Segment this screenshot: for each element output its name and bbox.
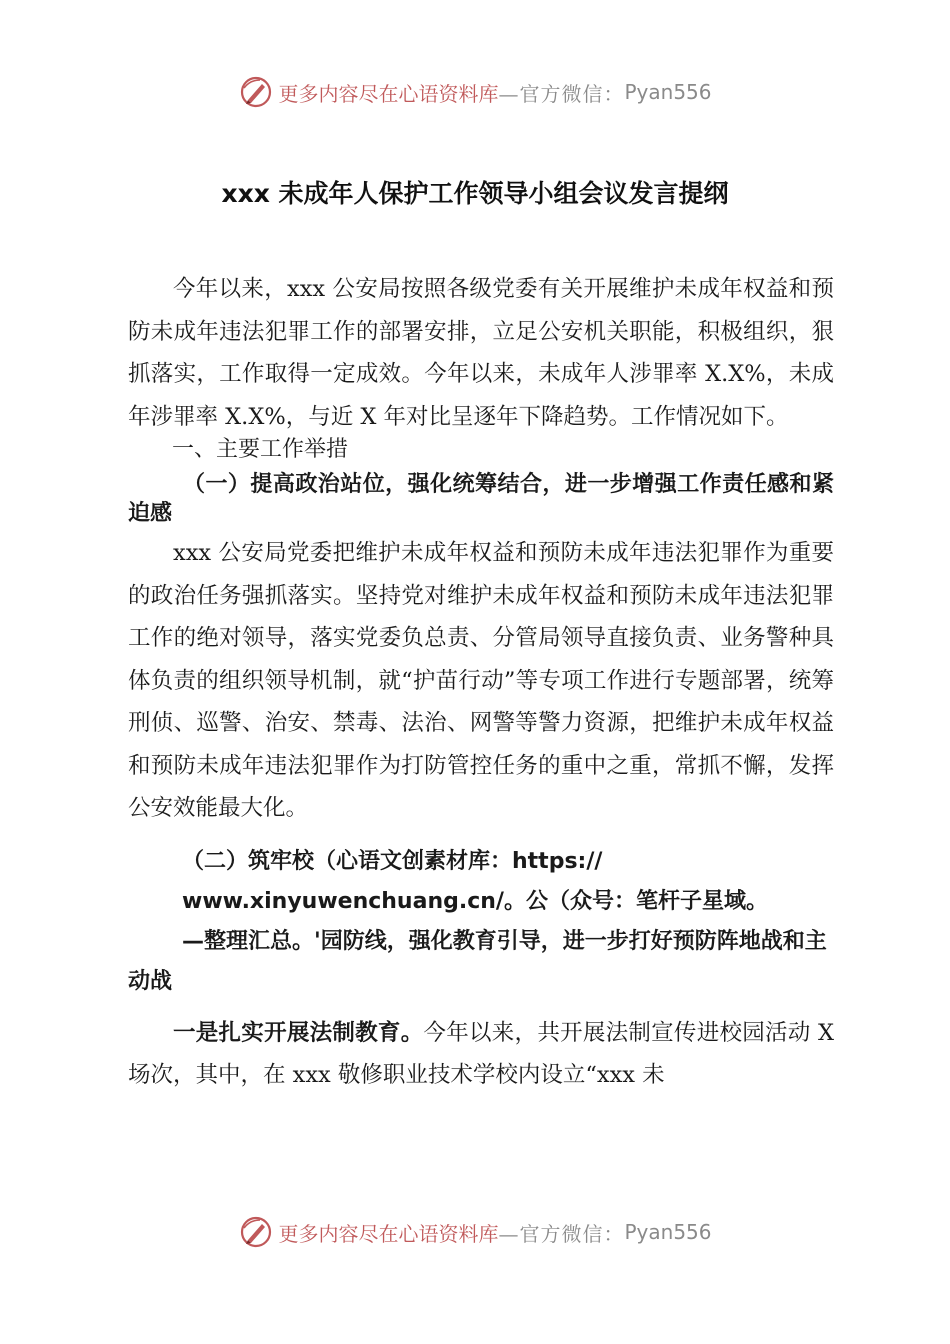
watermark-wechat-id: Pyan556 xyxy=(624,1220,712,1244)
section-heading-1: 一、主要工作举措 xyxy=(172,437,349,462)
subsection-1-paragraph: xxx 公安局党委把维护未成年权益和预防未成年违法犯罪作为重要的政治任务强抓落实。坚持党对维护未成年权益和预防未成年违法犯罪工作的绝对领导，落实党委负总责、分管局领导直接负责、业务警种具体负责的组织领导机制，就“护苗行动”等专项工作进行专题部署，统筹刑侦、巡警、治安、禁毒、法治、网警等警力资源，把维护未成年权益和预防未成年违法犯罪作为打防管控任务的重中之重，常抓不懈，发挥公安效能最大化。 xyxy=(128,540,834,821)
watermark-official-text: —官方微信： xyxy=(498,81,625,106)
pen-logo-icon xyxy=(238,1214,274,1250)
subsection-heading-2-line-3: —整理汇总。'园防线，强化教育引导，进一步打好预防阵地战和主动战 xyxy=(128,928,827,994)
watermark-site-text: 更多内容尽在心语资料库 xyxy=(278,81,499,106)
item-1-lead: 一是扎实开展法制教育。 xyxy=(173,1019,424,1046)
watermark-official-text: —官方微信： xyxy=(498,1221,625,1246)
subsection-heading-2 xyxy=(128,842,834,1002)
subsection-heading-2-line-2: www.xinyuwenchuang.cn/。公（众号：笔杆子星域。 xyxy=(182,888,768,914)
item-1-body: 今年以来，共开展法制宣传进校园活动 X 场次，其中，在 xxx 敬修职业技术学校内设立“xxx 未 xyxy=(128,1019,834,1088)
watermark-site-text: 更多内容尽在心语资料库 xyxy=(278,1221,499,1246)
intro-paragraph: 今年以来，xxx 公安局按照各级党委有关开展维护未成年权益和预防未成年违法犯罪工作的部署安排，立足公安机关职能，积极组织，狠抓落实，工作取得一定成效。今年以来，未成年人涉罪率 X.X%，未成年涉罪率 X.X%，与近 X 年对比呈逐年下降趋势。工作情况如下。 xyxy=(128,276,834,430)
subsection-heading-2-line-1: （二）筑牢校（心语文创素材库：https:// xyxy=(182,848,603,874)
header-watermark xyxy=(0,72,950,112)
subsection-heading-1: （一）提高政治站位，强化统筹结合，进一步增强工作责任感和紧迫感 xyxy=(128,472,834,526)
item-1-paragraph xyxy=(128,1012,834,1097)
footer-watermark xyxy=(0,1212,950,1252)
watermark-wechat-id: Pyan556 xyxy=(624,80,712,104)
document-title: xxx 未成年人保护工作领导小组会议发言提纲 xyxy=(221,179,729,208)
document-body xyxy=(128,268,834,1097)
pen-logo-icon xyxy=(238,74,274,110)
